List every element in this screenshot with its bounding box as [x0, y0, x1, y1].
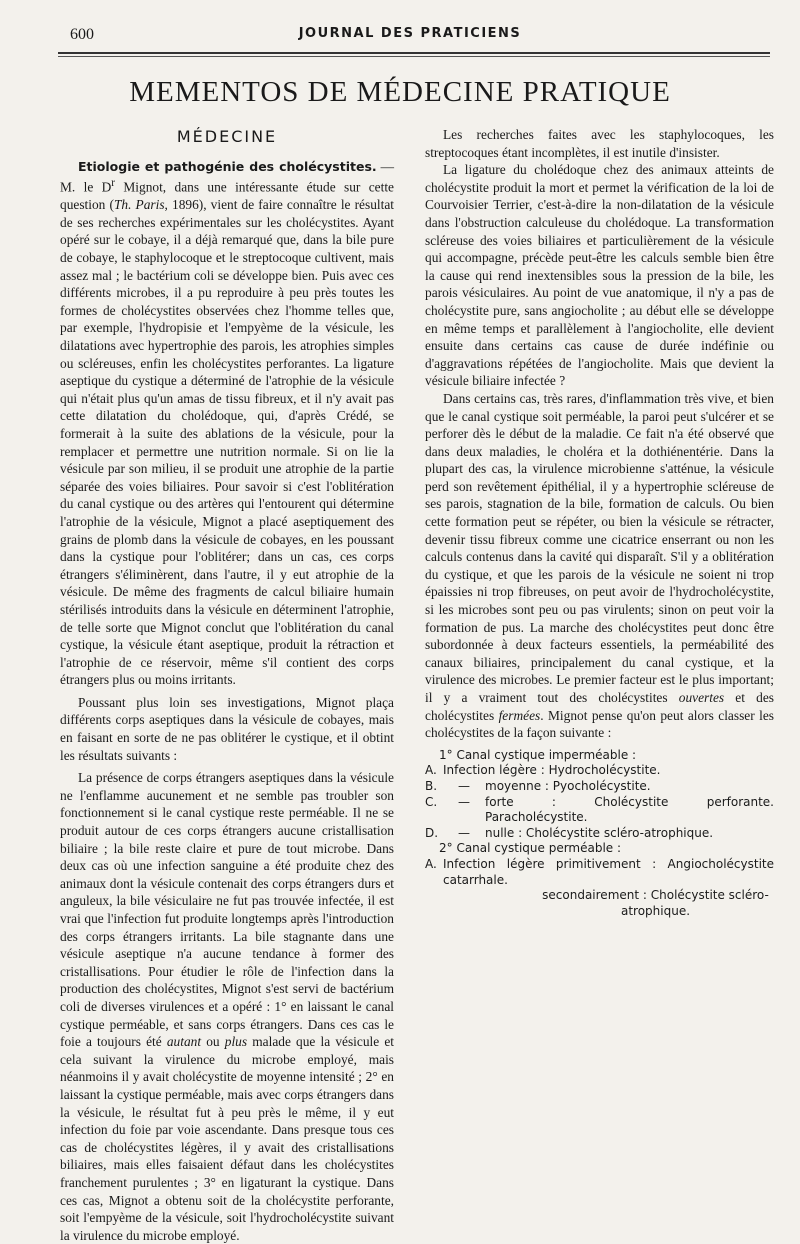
text-span: Mignot, dans une intéressante étude sur cette question (: [60, 179, 394, 213]
row-text: forte : Cholécystite perforante. Paracholécystite.: [485, 794, 774, 825]
emphasis: plus: [224, 1034, 248, 1050]
page-header: [60, 26, 760, 50]
row-dash: —: [458, 794, 470, 809]
text-span: malade que la vésicule et cela suivant la virulence du microbe employé, mais néanmoins il y avait cholécystite de moyenne intensité ; 2° en laissant la cystique perméable, mais avec corps étrangers dans la vésicule, le résultat fut à peu près le même, il y eut infection du foie par voie ascendante. Dans presque tous ces cas de cholécystites légères, il y avait des cristallisations biliaires, mais elles faisaient défaut dans les cholécystites franchement purulentes ; 3° en ligaturant la cystique. Dans ces cas, Mignot a obtenu soit de la cholécystite perforante, soit l'empyème de la vésicule, soit l'hydrocholécystite suivant la virulence du microbe employé.: [60, 1034, 395, 1243]
row-label: A.: [425, 763, 437, 778]
page-title: MEMENTOS DE MÉDECINE PRATIQUE: [129, 76, 671, 108]
paragraph-6: [425, 390, 774, 742]
superscript: r: [111, 177, 116, 190]
row-text: moyenne : Pyocholécystite.: [485, 778, 651, 793]
row-label: A.: [425, 856, 437, 871]
row-text: Infection légère : Hydrocholécystite.: [443, 763, 661, 778]
row-label: C.: [425, 794, 438, 809]
classification-row-continuation: secondairement : Cholécystite scléro-atrophique.: [542, 888, 769, 918]
emphasis: fermées: [498, 707, 541, 723]
citation: Th. Paris: [113, 197, 165, 213]
classification-row: [425, 795, 774, 826]
running-head: JOURNAL DES PRATICIENS: [298, 26, 522, 41]
classification-row: [425, 763, 774, 779]
header-rule-thin: [58, 56, 770, 57]
row-dash: —: [458, 825, 470, 840]
text-span: Dans certains cas, très rares, d'inflammation très vive, et bien que le canal cystique soit perméable, la paroi peut s'ulcérer et se perforer dès le début de la maladie. Ce fait n'a été observé que dans deux maladies, le choléra et la dothiénentérie. Dans la plupart des cas, la virulence microbienne s'atténue, la vésicule perd son revêtement épithélial, il y a hypertrophie scléreuse de ses parois, stagnation de la bile, formation de calculs. Ou bien cette formation peut se répéter, ou bien la vésicule se rétracter, devenir tissu fibreux comme une cicatrice enserrant ou non les calculs contenus dans la cavité qui disparaît. S'il y a oblitération du cystique, et que les parois de la vésicule ne soient ni trop épaissies ni trop fibreuses, on peut avoir de l'hydrocholécystite, si les microbes sont peu ou pas virulents; sinon on peut voir la formation de pus. La marche des cholécystites peut donc être subordonnée à deux facteurs essentiels, la perméabilité des canaux biliaires, principalement du canal cystique, et la virulence des microbes. Le premier facteur est le plus important; il y a vraiment tout des cholécystites: [425, 390, 774, 705]
classification-row: [425, 857, 774, 888]
text-span: La présence de corps étrangers aseptiques dans la vésicule ne l'enflamme aucunement et ne semble pas troubler son fonctionnement si le canal cystique reste perméable. Il ne se produit autour de ces corps étrangers aucune cristallisation biliaire ; la bile reste claire et pure de tout microbe. Dans deux cas où une infection sanguine a été produite chez des animaux dont la vésicule contenait des corps étrangers durs et anguleux, la bile vésiculaire ne fut pas trouvée infectée, il est vrai que l'infection fut produite longtemps après l'introduction des corps étrangers irritants. La bile stagnante dans une vésicule aseptique n'a aucune tendance à former des cristallisations. Pour étudier le rôle de l'infection dans la production des cholécystites, Mignot s'est servi de bactérium coli de diverses virulences et a opéré : 1° en laissant le canal cystique perméable, et sans corps étrangers. Dans ces cas le foie a toujours été: [60, 770, 394, 1050]
classification-row: [425, 826, 774, 842]
text-span: et des cholécystites: [425, 690, 774, 723]
paragraph-3: [60, 769, 394, 1244]
text-span: . Mignot pense qu'on peut alors classer les cholécystites de la façon suivante :: [425, 707, 774, 741]
emphasis: ouvertes: [678, 690, 725, 705]
section-title: MÉDECINE: [176, 127, 278, 146]
classification-row: [425, 779, 774, 795]
paragraph-5: La ligature du cholédoque chez des animaux atteints de cholécystite produit la mort et permet la vérification de la loi de Courvoisier Terrier, c'est-à-dire la non-dilatation de la vésicule dans l'obstruction calculeuse du cholédoque. La transformation scléreuse des voies biliaires et particulièrement de la vésicule qui accompagne, précède peut-être les calculs semble bien être la cause qui rend inextensibles sous la pression de la bile, les parois vésiculaires. Au point de vue anatomique, il n'y a pas de cholécystite pure, sans angiocholite ; au début elle se développe en même temps et parallèlement à l'angiocholite, elle devient ensuite dans certains cas cause de durée indéfinie ou d'aggravations répétées de l'angiocholite. Mais que devient la vésicule biliaire infectée ?: [425, 162, 774, 389]
classification-list: [425, 748, 774, 920]
text-span: ou: [201, 1034, 225, 1050]
right-column: [425, 126, 774, 919]
article-lead-heading: Etiologie et pathogénie des cholécystites.: [78, 158, 377, 174]
page-number: 600: [70, 26, 94, 43]
paragraph-2: Poussant plus loin ses investigations, Mignot plaça différents corps aseptiques dans la vésicule de cobayes, mais en faisant en sorte de ne pas oblitérer le cystique, et il obtint les résultats suivants :: [60, 694, 394, 763]
row-dash: —: [458, 778, 470, 793]
left-column: [60, 126, 394, 1244]
row-label: D.: [425, 825, 439, 840]
paragraph-1: [60, 158, 394, 689]
text-span: , 1896), vient de faire connaître le résultat de ses recherches expérimentales sur les cholécystites. Ayant opéré sur le cobaye, il a déjà remarqué que, dans la bile pure de cobaye, le staphylocoque et le streptocoque cultivent, mais assez mal ; le bactérium coli se développe bien. Puis avec ces différents microbes, il a pu reproduire à peu près toutes les formes de cholécystites observées chez l'homme telles que, par exemple, l'hydropisie et l'empyème de la vésicule, les dilatations avec hypertrophie des parois, les atrophies simples ou scléreuses, enfin les cholécystites perforantes. La ligature aseptique du cystique a déterminé de l'atrophie de la vésicule qui n'était plus qu'un amas de tissu fibreux, et il n'y avait pas cette dilatation du cholédoque, qui, d'après Crédé, se formerait à la suite des ablations de la vésicule, pour la remplacer et permettre une nutrition normale. Si on lie la vésicule par son milieu, il se produit une atrophie de la partie séparée des voies biliaires. Pour savoir si c'est l'oblitération du canal cystique ou des artères qui l'entourent qui détermine l'atrophie de la vésicule, Mignot a placé aseptiquement des grains de plomb dans la vésicule de cobayes, en les poussant dans la cystique pour l'oblitérer; dans un cas, ces corps étrangers s'éliminèrent, dans l'autre, il y eut atrophie de la vésicule. De même des fragments de calcul biliaire humain stérilisés introduits dans la vésicule en déterminent l'atrophie, de telle sorte que Mignot conclut que l'oblitération du canal cystique, la vésicule étant aseptique, produit la rétraction et l'atrophie de ce réservoir, même s'il contient des corps étrangers plus ou moins irritants.: [60, 197, 394, 688]
row-label: B.: [425, 778, 438, 793]
text-span: — M. le D: [60, 158, 394, 195]
classification-category: 2° Canal cystique perméable :: [439, 841, 622, 856]
header-rule: [58, 52, 770, 54]
row-text: Infection légère primitivement : Angiocholécystite catarrhale.: [443, 856, 774, 887]
paragraph-4: Les recherches faites avec les staphylocoques, les streptocoques étant incomplètes, il est inutile d'insister.: [425, 127, 774, 160]
row-text: nulle : Cholécystite scléro-atrophique.: [485, 825, 714, 840]
emphasis: autant: [166, 1034, 202, 1050]
classification-category: 1° Canal cystique imperméable :: [439, 747, 637, 762]
